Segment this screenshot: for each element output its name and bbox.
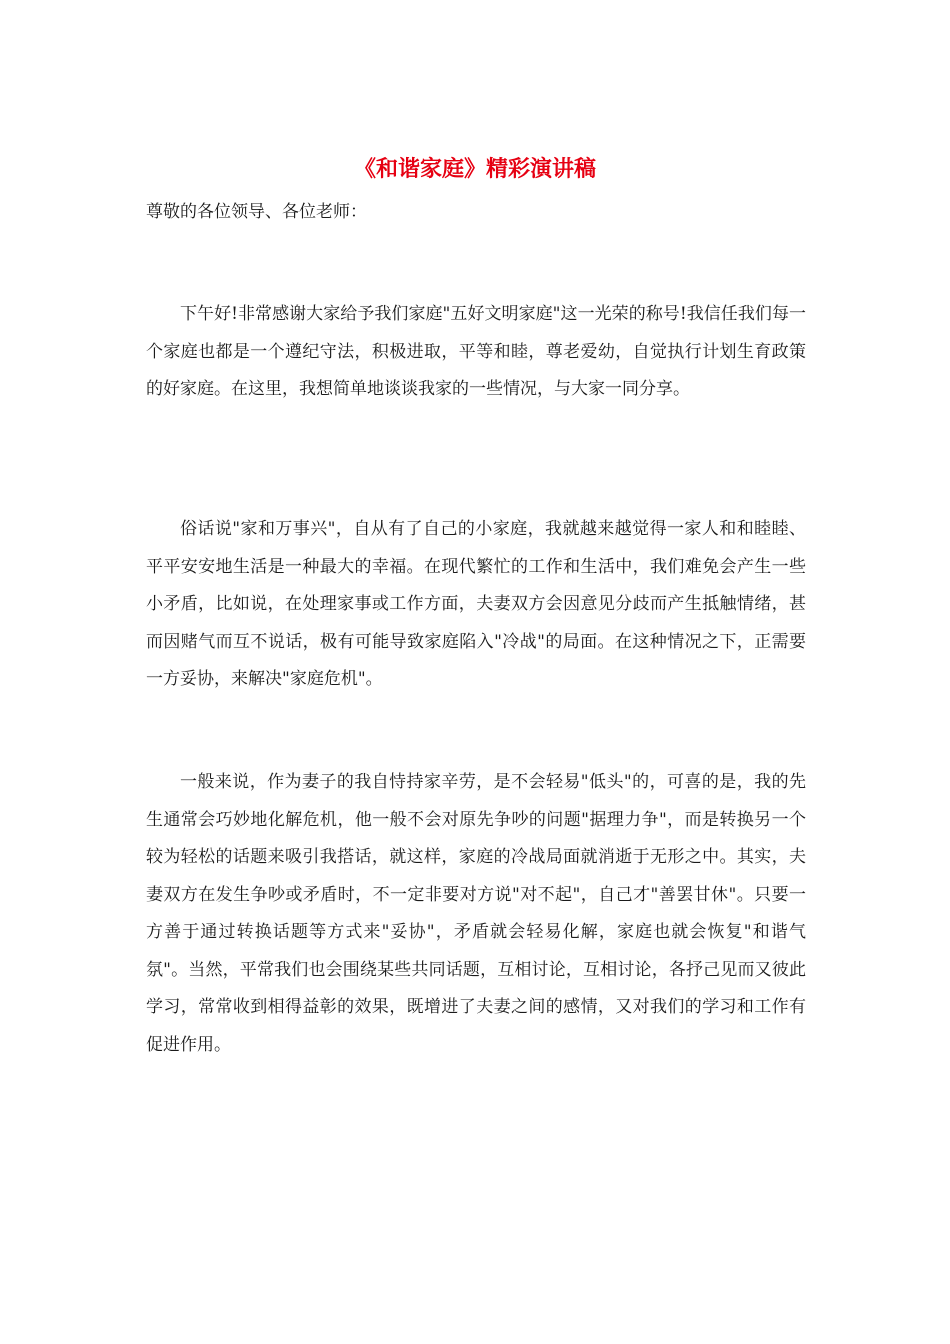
salutation: 尊敬的各位领导、各位老师： bbox=[146, 202, 367, 222]
paragraph-1: 下午好!非常感谢大家给予我们家庭"五好文明家庭"这一光荣的称号!我信任我们每一个家庭也都是一个遵纪守法，积极进取，平等和睦，尊老爱幼，自觉执行计划生育政策的好家庭。在这里，我想简单地谈谈我家的一些情况，与大家一同分享。 bbox=[146, 304, 806, 399]
paragraph-3: 一般来说，作为妻子的我自恃持家辛劳，是不会轻易"低头"的，可喜的是，我的先生通常会巧妙地化解危机，他一般不会对原先争吵的问题"据理力争"，而是转换另一个较为轻松的话题来吸引我搭话，就这样，家庭的冷战局面就消逝于无形之中。其实，夫妻双方在发生争吵或矛盾时，不一定非要对方说"对不起"，自己才"善罢甘休"。只要一方善于通过转换话题等方式来"妥协"，矛盾就会轻易化解，家庭也就会恢复"和谐气氛"。当然，平常我们也会围绕某些共同话题，互相讨论，互相讨论，各抒己见而又彼此学习，常常收到相得益彰的效果，既增进了夫妻之间的感情，又对我们的学习和工作有促进作用。 bbox=[146, 772, 806, 1055]
paragraph-2: 俗话说"家和万事兴"，自从有了自己的小家庭，我就越来越觉得一家人和和睦睦、平平安安地生活是一种最大的幸福。在现代繁忙的工作和生活中，我们难免会产生一些小矛盾，比如说，在处理家事或工作方面，夫妻双方会因意见分歧而产生抵触情绪，甚而因赌气而互不说话，极有可能导致家庭陷入"冷战"的局面。在这种情况之下，正需要一方妥协，来解决"家庭危机"。 bbox=[146, 519, 806, 689]
document-title: 《和谐家庭》精彩演讲稿 bbox=[353, 156, 596, 182]
